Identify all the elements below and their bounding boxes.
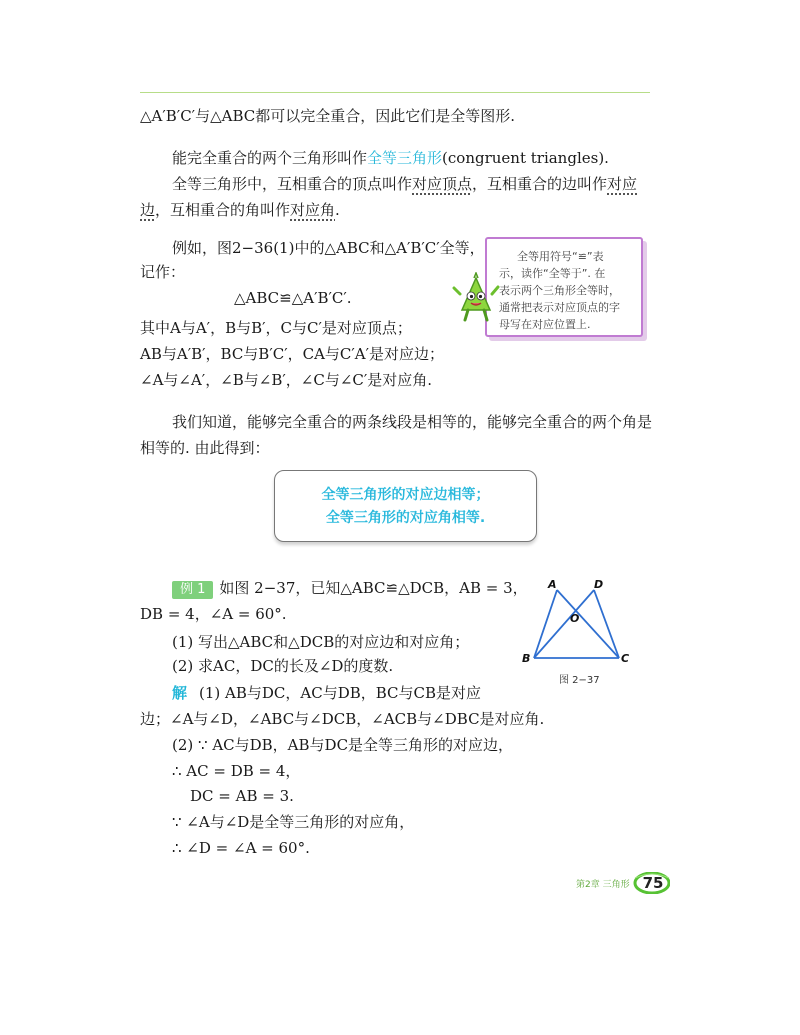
solution-line-6: ∵ ∠A与∠D是全等三角形的对应角， bbox=[172, 813, 415, 831]
corresponding-line-1 bbox=[172, 174, 637, 194]
header-rule bbox=[140, 92, 650, 93]
term-corresponding-side-end: 边 bbox=[140, 201, 156, 219]
example-line-3: 其中A与A′，B与B′，C与C′是对应顶点； bbox=[140, 319, 412, 337]
example-line-2: 记作： bbox=[140, 263, 186, 281]
example-line-1: 例如，图2−36(1)中的△ABC和△A′B′C′全等， bbox=[172, 239, 485, 257]
vertex-label-b: B bbox=[522, 652, 531, 665]
term-corresponding-angle: 对应角 bbox=[290, 201, 336, 219]
mascot-icon bbox=[452, 272, 500, 324]
corresponding-text: ，互相重合的角叫作 bbox=[155, 201, 291, 219]
solution-text: (1) AB与DC，AC与DB，BC与CB是对应 bbox=[199, 684, 482, 702]
congruence-formula: △ABC≌△A′B′C′. bbox=[234, 289, 352, 307]
solution-line-2: 边；∠A与∠D，∠ABC与∠DCB，∠ACB与∠DBC是对应角. bbox=[140, 710, 545, 728]
definition-term: 全等三角形 bbox=[367, 149, 443, 167]
example1-stem-2: DB = 4，∠A = 60°. bbox=[140, 605, 287, 623]
term-corresponding-vertex: 对应顶点 bbox=[412, 175, 473, 193]
definition-text: 能完全重合的两个三角形叫作 bbox=[172, 149, 368, 167]
corresponding-text: 全等三角形中，互相重合的顶点叫作 bbox=[172, 175, 413, 193]
definition-line bbox=[172, 148, 609, 168]
intro-line: △A′B′C′与△ABC都可以完全重合，因此它们是全等图形. bbox=[140, 107, 516, 125]
example1-question-2: (2) 求AC，DC的长及∠D的度数. bbox=[172, 657, 394, 675]
solution-line-1 bbox=[172, 683, 481, 703]
figure-caption: 图 2−37 bbox=[559, 675, 600, 686]
figure-2-37 bbox=[514, 576, 644, 686]
solution-line-5: DC = AB = 3. bbox=[190, 787, 294, 805]
knowing-line-2: 相等的. 由此得到： bbox=[140, 439, 270, 457]
page-number: 75 bbox=[642, 874, 664, 892]
knowing-line-1: 我们知道，能够完全重合的两条线段是相等的，能够完全重合的两个角是 bbox=[172, 413, 653, 431]
segment-db bbox=[534, 590, 594, 658]
side-note-line: 母写在对应位置上. bbox=[499, 318, 591, 331]
example-line-5: ∠A与∠A′，∠B与∠B′，∠C与∠C′是对应角. bbox=[140, 371, 433, 389]
side-note-line: 表示两个三角形全等时， bbox=[499, 284, 620, 297]
corresponding-text: . bbox=[335, 201, 340, 219]
example-badge: 例 1 bbox=[172, 581, 213, 599]
definition-english: (congruent triangles). bbox=[442, 149, 609, 167]
solution-label: 解 bbox=[172, 684, 188, 702]
solution-line-3: (2) ∵ AC与DB，AB与DC是全等三角形的对应边， bbox=[172, 736, 514, 754]
chapter-label: 第2章 三角形 bbox=[576, 880, 630, 890]
side-note-line: 示，读作“全等于”. 在 bbox=[499, 267, 606, 280]
segment-cd bbox=[594, 590, 619, 658]
example1-question-1: (1) 写出△ABC和△DCB的对应边和对应角； bbox=[172, 633, 470, 651]
vertex-label-a: A bbox=[548, 578, 557, 591]
corresponding-text: ，互相重合的边叫作 bbox=[472, 175, 608, 193]
example-line-4: AB与A′B′，BC与B′C′，CA与C′A′是对应边； bbox=[140, 345, 445, 363]
example1-stem-text: 如图 2−37，已知△ABC≌△DCB，AB = 3， bbox=[219, 579, 528, 597]
key-conclusion-box bbox=[274, 470, 537, 542]
side-note-line: 全等用符号“≌”表 bbox=[517, 250, 604, 263]
vertex-label-d: D bbox=[594, 578, 604, 591]
segment-ba bbox=[534, 590, 557, 658]
example1-stem-1 bbox=[172, 578, 528, 599]
key-conclusion-sides: 全等三角形的对应边相等； bbox=[321, 487, 490, 503]
corresponding-line-2 bbox=[140, 200, 340, 220]
term-corresponding-side-part: 对应 bbox=[607, 175, 638, 193]
side-note bbox=[485, 237, 643, 337]
side-note-line: 通常把表示对应顶点的字 bbox=[499, 301, 620, 314]
segment-ac bbox=[557, 590, 619, 658]
vertex-label-c: C bbox=[621, 652, 630, 665]
solution-line-7: ∴ ∠D = ∠A = 60°. bbox=[172, 839, 310, 857]
vertex-label-o: O bbox=[570, 612, 580, 625]
solution-line-4: ∴ AC = DB = 4， bbox=[172, 762, 301, 780]
key-conclusion-angles: 全等三角形的对应角相等. bbox=[325, 510, 486, 526]
